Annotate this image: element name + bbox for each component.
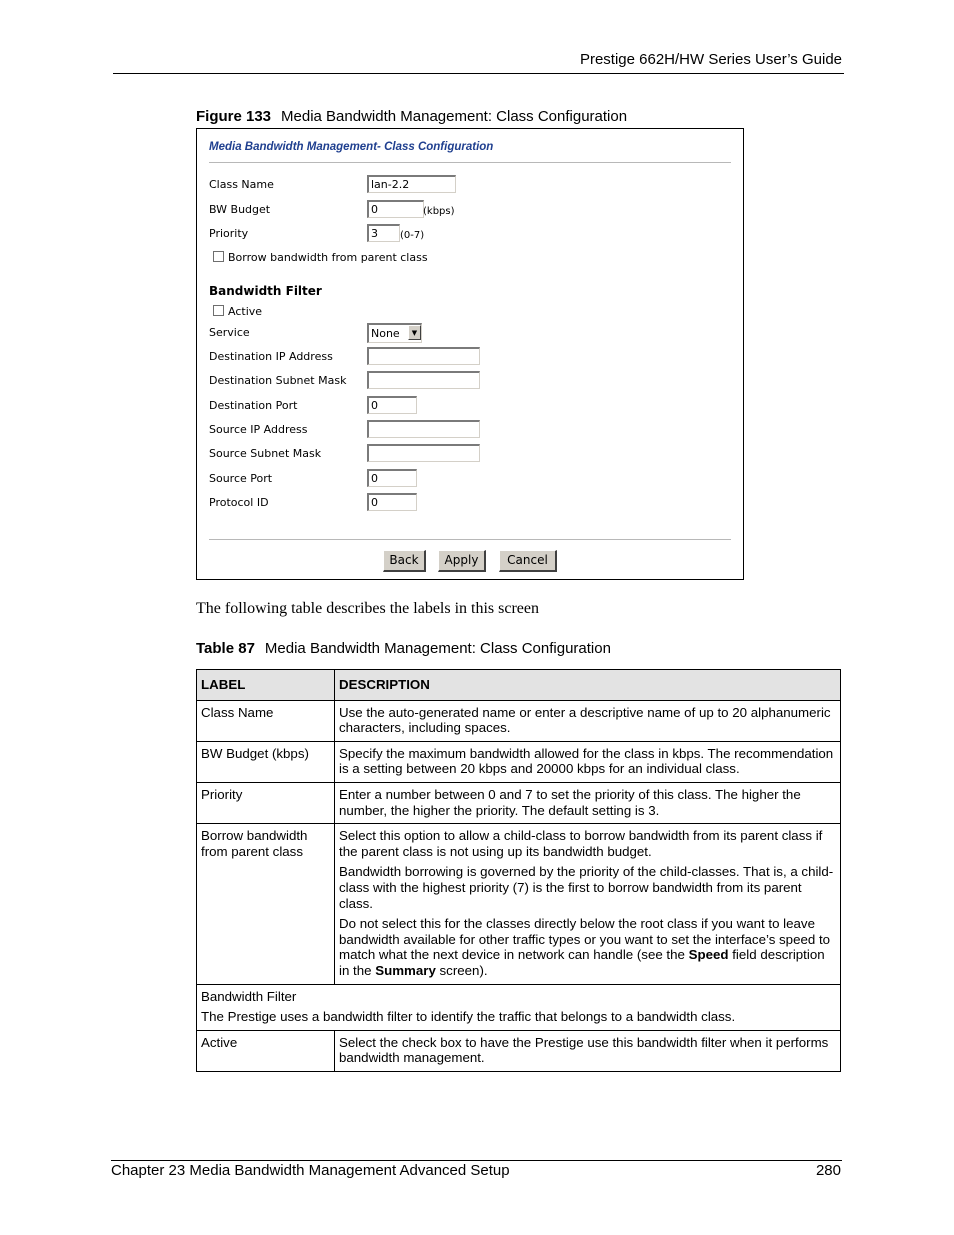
row-description: Select the check box to have the Prestige use this bandwidth filter when it performs bandwidth management. (335, 1030, 841, 1071)
class-configuration-screen (196, 128, 744, 580)
speed-term: Speed (688, 947, 729, 963)
dest-port-label: Destination Port (209, 399, 298, 412)
section-description: The Prestige uses a bandwidth filter to identify the traffic that belongs to a bandwidth class. (201, 1009, 736, 1025)
apply-button[interactable]: Apply (438, 550, 486, 572)
figure-number: Figure 133 (196, 108, 272, 125)
dropdown-arrow-icon[interactable]: ▼ (408, 325, 421, 340)
dest-ip-label: Destination IP Address (209, 350, 333, 363)
row-label: Class Name (197, 700, 335, 741)
borrow-label: Borrow bandwidth from parent class (228, 251, 428, 264)
borrow-desc-paragraph-1: Select this option to allow a child-class to borrow bandwidth from its parent class if the parent class is not using up its bandwidth budget. (339, 828, 823, 859)
row-description: Use the auto-generated name or enter a descriptive name of up to 20 alphanumeric characters, including spaces. (335, 700, 841, 741)
src-ip-input[interactable] (367, 420, 480, 438)
page-number: 280 (815, 1162, 841, 1179)
table-row (197, 782, 841, 823)
bandwidth-filter-heading: Bandwidth Filter (209, 284, 322, 298)
bw-budget-unit: (kbps) (423, 206, 455, 217)
footer-rule (111, 1160, 842, 1161)
src-mask-input[interactable] (367, 444, 480, 462)
dest-port-input[interactable] (367, 396, 417, 414)
priority-label: Priority (209, 227, 249, 240)
figure-caption (196, 108, 627, 125)
row-description: Enter a number between 0 and 7 to set the priority of this class. The higher the number, the higher the priority. The default setting is 3. (335, 782, 841, 823)
borrow-desc-paragraph-2: Bandwidth borrowing is governed by the priority of the child-classes. That is, a child-class with the highest priority (7) is the first to borrow bandwidth from its parent class. (339, 864, 834, 911)
class-name-input[interactable] (367, 175, 456, 193)
bw-budget-input[interactable] (367, 200, 424, 218)
priority-input[interactable] (367, 224, 400, 242)
table-caption (196, 640, 611, 657)
section-label: Bandwidth Filter (201, 988, 297, 1004)
summary-term: Summary (375, 962, 436, 978)
table-row (197, 824, 841, 984)
header-rule (113, 73, 844, 74)
row-label: Active (197, 1030, 335, 1071)
table-caption-text: Media Bandwidth Management: Class Configuration (264, 640, 611, 657)
intro-text: The following table describes the labels in this screen (196, 600, 540, 617)
active-label: Active (228, 305, 263, 318)
borrow-desc-paragraph-3: Do not select this for the classes directly below the root class if you want to leave bandwidth available for other traffic types or you want to set the interface’s speed to match what the next device in network can handle (see the Speed field description in the Summary screen). (339, 916, 831, 978)
bandwidth-filter-section (197, 984, 841, 1030)
row-description (335, 824, 841, 984)
service-select-value: None (371, 327, 400, 340)
button-divider (209, 539, 731, 541)
dest-ip-input[interactable] (367, 347, 480, 365)
description-column-header: DESCRIPTION (335, 670, 841, 701)
priority-range: (0-7) (400, 230, 425, 241)
src-mask-label: Source Subnet Mask (209, 447, 322, 460)
row-label: Borrow bandwidth from parent class (197, 824, 335, 984)
running-header: Prestige 662H/HW Series User’s Guide (579, 51, 842, 68)
src-ip-label: Source IP Address (209, 423, 308, 436)
back-button[interactable]: Back (383, 550, 426, 572)
label-description-table (196, 669, 841, 1072)
footer-chapter: Chapter 23 Media Bandwidth Management Advanced Setup (111, 1162, 510, 1179)
service-select[interactable] (367, 323, 422, 343)
screen-title: Media Bandwidth Management- Class Configuration (209, 141, 494, 153)
table-row (197, 1030, 841, 1071)
dest-mask-label: Destination Subnet Mask (209, 374, 347, 387)
row-label: Priority (197, 782, 335, 823)
figure-caption-text: Media Bandwidth Management: Class Configuration (281, 108, 628, 125)
active-checkbox[interactable] (213, 305, 224, 316)
table-row (197, 741, 841, 782)
src-port-label: Source Port (209, 472, 273, 485)
cancel-button[interactable]: Cancel (499, 550, 557, 572)
table-section-row (197, 984, 841, 1030)
protocol-id-input[interactable] (367, 493, 417, 511)
label-column-header: LABEL (197, 670, 335, 701)
table-header-row (197, 670, 841, 701)
row-description: Specify the maximum bandwidth allowed for the class in kbps. The recommendation is a setting between 20 kbps and 20000 kbps for an individual class. (335, 741, 841, 782)
borrow-checkbox[interactable] (213, 251, 224, 262)
service-label: Service (209, 326, 250, 339)
dest-mask-input[interactable] (367, 371, 480, 389)
bw-budget-label: BW Budget (209, 203, 271, 216)
table-number: Table 87 (196, 640, 255, 657)
class-name-label: Class Name (209, 178, 274, 191)
title-divider (209, 162, 731, 164)
src-port-input[interactable] (367, 469, 417, 487)
protocol-id-label: Protocol ID (209, 496, 269, 509)
table-row (197, 700, 841, 741)
row-label: BW Budget (kbps) (197, 741, 335, 782)
